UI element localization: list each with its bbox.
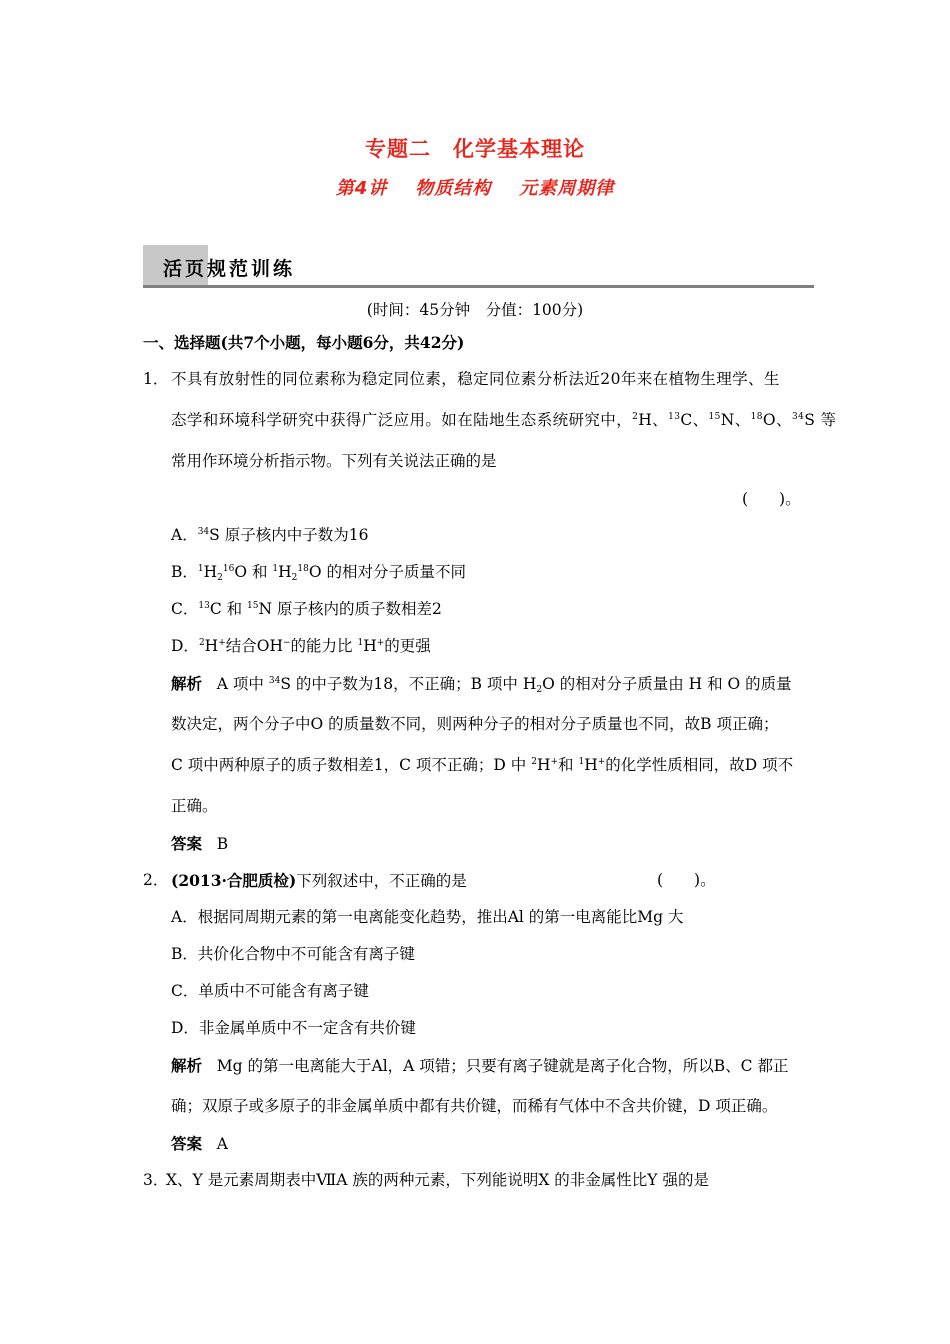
option-d: D．非金属单质中不一定含有共价键: [171, 1019, 416, 1037]
option-b: B．$^1H_2^{16}O$ 和 $^1H_2^{18}O$ 的相对分子质量不同: [171, 563, 466, 583]
question-3-stem: X、Y 是元素周期表中ⅦA 族的两种元素，下列能说明X 的非金属性比Y 强的是: [166, 1171, 709, 1189]
question-2-source: (2013·合肥质检): [171, 871, 297, 890]
lesson-topic-1: 物质结构: [415, 178, 492, 199]
answer-label: 答案: [171, 834, 203, 853]
answer-value: B: [216, 835, 229, 853]
option-b: B．共价化合物中不可能含有离子键: [171, 945, 415, 963]
answer-value: A: [216, 1135, 228, 1153]
part-heading: 一、选择题(共7个小题，每小题6分，共42分): [143, 333, 465, 352]
answer-line: [171, 836, 228, 853]
question-3-number: 3．: [143, 1171, 169, 1189]
time-score-note: (时间：45分钟 分值：100分): [366, 301, 584, 319]
analysis-line-4: 正确。: [171, 797, 218, 815]
analysis-line-1: 解析 Mg 的第一电离能大于Al，A 项错；只要有离子键就是离子化合物，所以B、C 都正: [171, 1056, 789, 1075]
question-1-line-3: 常用作环境分析指示物。下列有关说法正确的是: [171, 452, 497, 470]
option-c: C．$^{13}$C 和 $^{15}$N 原子核内的质子数相差2: [171, 600, 442, 618]
option-a: A．$^{34}$S 原子核内中子数为16: [171, 526, 369, 544]
option-d: D．$^2$H+结合OH−的能力比 $^1$H+的更强: [171, 637, 431, 655]
question-1-number: 1．: [143, 370, 169, 388]
analysis-line-1: 解析 A 项中 $^{34}$S 的中子数为18，不正确；B 项中 $H_2O$ 的相对分子质量由 H 和 O 的质量: [171, 674, 792, 695]
analysis-line-2: 数决定，两个分子中O 的质量数不同，则两种分子的相对分子质量也不同，故B 项正确；: [171, 715, 779, 733]
analysis-line-2: 确；双原子或多原子的非金属单质中都有共价键，而稀有气体中不含共价键，D 项正确。: [171, 1097, 778, 1115]
section-divider: [143, 285, 814, 288]
lesson-topic-2: 元素周期律: [519, 178, 615, 199]
lesson-number: 第4讲: [335, 178, 388, 199]
analysis-line-3: C 项中两种原子的质子数相差1，C 项不正确；D 中 $^2$H+和 $^1$H+的化学性质相同，故D 项不: [171, 756, 794, 774]
answer-bracket: ( )。: [742, 490, 801, 508]
answer-bracket: ( )。: [657, 871, 716, 889]
answer-label: 答案: [171, 1134, 203, 1153]
answer-line: [171, 1136, 228, 1153]
question-1-line-2: 态学和环境科学研究中获得广泛应用。如在陆地生态系统研究中，$^2$H、$^{13}$C、$^{15}$N、$^{18}$O、$^{34}$S 等: [171, 411, 837, 429]
section-title: 活页规范训练: [163, 258, 296, 280]
lesson-subtitle: [0, 174, 950, 200]
question-2-number: 2．: [143, 871, 169, 889]
option-a: A．根据同周期元素的第一电离能变化趋势，推出Al 的第一电离能比Mg 大: [171, 908, 684, 926]
question-2-stem: (2013·合肥质检)下列叙述中，不正确的是: [171, 871, 467, 890]
section-header: [143, 245, 814, 285]
option-c: C．单质中不可能含有离子键: [171, 982, 369, 1000]
analysis-label: 解析: [171, 1056, 203, 1075]
analysis-label: 解析: [171, 674, 203, 693]
question-1-line-1: 不具有放射性的同位素称为稳定同位素，稳定同位素分析法近20年来在植物生理学、生: [171, 370, 780, 388]
chapter-title: 专题二 化学基本理论: [365, 137, 585, 161]
